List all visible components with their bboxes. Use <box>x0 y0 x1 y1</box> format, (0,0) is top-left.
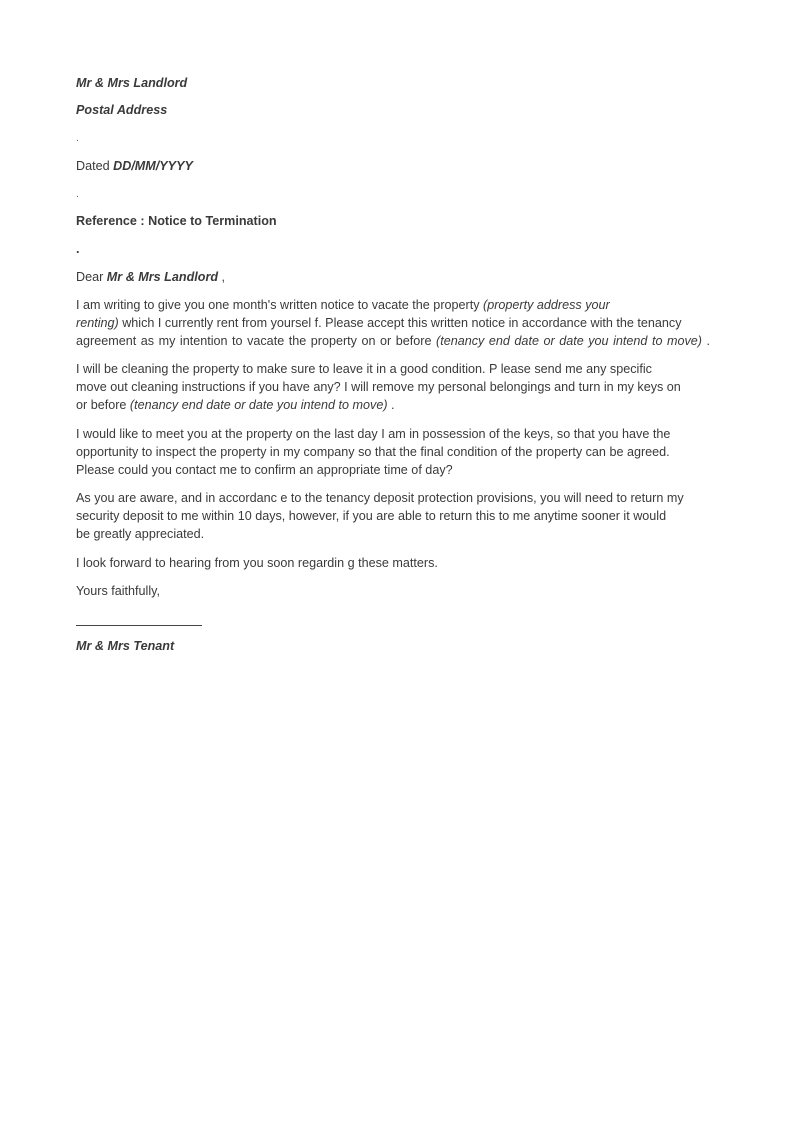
postal-address: Postal Address <box>76 103 168 117</box>
paragraph-5: I look forward to hearing from you soon regardin g these matters. <box>76 556 438 570</box>
paragraph-text: which I currently rent from yoursel f. Please accept this written notice in accordance with the tenancy <box>122 316 682 331</box>
paragraph-text: agreement as my intention to vacate the property on or before <box>76 334 432 349</box>
reference-line: Reference : Notice to Termination <box>76 214 277 228</box>
signature-line <box>76 625 202 626</box>
paragraph-2 <box>76 360 710 415</box>
salutation-prefix: Dear <box>76 270 104 284</box>
paragraph-line: move out cleaning instructions if you have any? I will remove my personal belongings and turn in my keys on <box>76 380 681 395</box>
separator-dot: . <box>76 242 80 256</box>
placeholder-text: (tenancy end date or date you intend to move) <box>436 334 702 349</box>
date-placeholder: DD/MM/YYYY <box>113 159 193 173</box>
paragraph-line: I would like to meet you at the property on the last day I am in possession of the keys, so that you have the <box>76 427 671 441</box>
paragraph-line: opportunity to inspect the property in my company so that the final condition of the property can be agreed. <box>76 445 670 460</box>
salutation-name: Mr & Mrs Landlord <box>106 270 219 284</box>
paragraph-3 <box>76 425 710 480</box>
paragraph-text: or before <box>76 398 127 413</box>
paragraph-line <box>76 332 710 350</box>
date-line <box>76 157 193 175</box>
paragraph-line <box>76 296 710 314</box>
separator-dot: . <box>76 189 79 200</box>
paragraph-line: I will be cleaning the property to make sure to leave it in a good condition. P lease send me any specific <box>76 362 652 376</box>
paragraph-text: . <box>387 398 395 413</box>
paragraph-line: As you are aware, and in accordanc e to the tenancy deposit protection provisions, you will need to return my <box>76 491 684 505</box>
placeholder-text: renting) <box>76 316 119 331</box>
signatory-name: Mr & Mrs Tenant <box>76 639 175 653</box>
dated-label: Dated <box>76 159 110 173</box>
paragraph-line: Please could you contact me to confirm an appropriate time of day? <box>76 463 453 478</box>
paragraph-line <box>76 396 710 414</box>
paragraph-line: security deposit to me within 10 days, however, if you are able to return this to me anytime sooner it would <box>76 509 667 524</box>
paragraph-line: be greatly appreciated. <box>76 527 205 542</box>
placeholder-text: (tenancy end date or date you intend to move) <box>129 398 388 413</box>
paragraph-text: . <box>701 334 711 349</box>
separator-dot: . <box>76 133 79 144</box>
paragraph-text: I am writing to give you one month's written notice to vacate the property <box>76 298 480 312</box>
salutation-suffix: , <box>218 270 226 284</box>
recipient-name: Mr & Mrs Landlord <box>76 76 188 90</box>
paragraph-1 <box>76 296 710 351</box>
paragraph-line <box>76 314 710 332</box>
salutation <box>76 268 225 286</box>
paragraph-4 <box>76 489 710 544</box>
placeholder-text: (property address your <box>483 298 610 312</box>
closing: Yours faithfully, <box>76 584 161 598</box>
